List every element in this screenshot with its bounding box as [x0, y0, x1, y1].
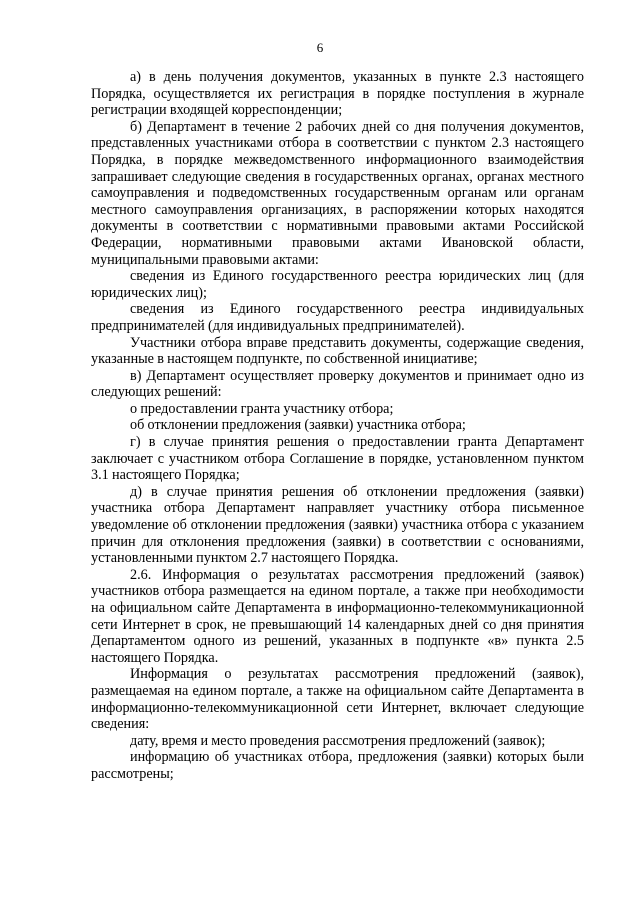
- page-number: 6: [316, 40, 324, 55]
- paragraph-own-initiative: Участники отбора вправе представить документы, содержащие сведения, указанные в настоящем подпункте, по собственной инициативе;: [91, 334, 584, 368]
- paragraph-participants-info: информацию об участниках отбора, предложения (заявки) которых были рассмотрены;: [91, 749, 584, 782]
- paragraph-grant-decision: о предоставлении гранта участнику отбора;: [130, 400, 394, 417]
- paragraph-rejection-decision: об отклонении предложения (заявки) участника отбора;: [130, 417, 466, 434]
- paragraph-b: б) Департамент в течение 2 рабочих дней со дня получения документов, представленных участниками отбора в соответствии с пунктом 2.3 настоящего Порядка, в порядке межведомственного информационного взаимодействия запрашивает следующие сведения в государственных органах, органах местного самоуправления и подведомственных государственным органам или органам местного самоуправления организациях, в распоряжении которых находятся документы в соответствии с нормативными правовыми актами Российской Федерации, нормативными правовыми актами Ивановской области, муниципальными правовыми актами:: [91, 118, 584, 268]
- paragraph-v: в) Департамент осуществляет проверку документов и принимает одно из следующих решений:: [91, 367, 584, 401]
- paragraph-entrepreneurs-registry: сведения из Единого государственного реестра индивидуальных предпринимателей (для индивидуальных предпринимателей).: [91, 301, 584, 334]
- paragraph-d: д) в случае принятия решения об отклонении предложения (заявки) участника отбора Департамент направляет участнику отбора письменное уведомление об отклонении предложения (заявки) участника отбора с указанием причин для отклонения предложения (заявки) в соответствии с основаниями, установленными пунктом 2.7 настоящего Порядка.: [91, 483, 584, 567]
- paragraph-g: г) в случае принятия решения о предоставлении гранта Департамент заключает с участником отбора Соглашение в порядке, установленном пунктом 3.1 настоящего Порядка;: [91, 434, 584, 484]
- document-body: [91, 69, 584, 783]
- paragraph-results-info: Информация о результатах рассмотрения предложений (заявок), размещаемая на едином портале, а также на официальном сайте Департамента в информационно-телекоммуникационной сети Интернет, включает следующие сведения:: [91, 666, 584, 733]
- paragraph-legal-entities-registry: сведения из Единого государственного реестра юридических лиц (для юридических лиц);: [91, 268, 584, 301]
- paragraph-2-6: 2.6. Информация о результатах рассмотрения предложений (заявок) участников отбора размещается на едином портале, а также при необходимости на официальном сайте Департамента в информационно-телекоммуникационной сети Интернет в срок, не превышающий 14 календарных дней со дня принятия Департаментом одного из решений, указанных в подпункте «в» пункта 2.5 настоящего Порядка.: [91, 566, 584, 666]
- paragraph-date-time-place: дату, время и место проведения рассмотрения предложений (заявок);: [130, 732, 546, 749]
- paragraph-a: а) в день получения документов, указанных в пункте 2.3 настоящего Порядка, осуществляется их регистрация в порядке поступления в журнале регистрации входящей корреспонденции;: [91, 69, 584, 119]
